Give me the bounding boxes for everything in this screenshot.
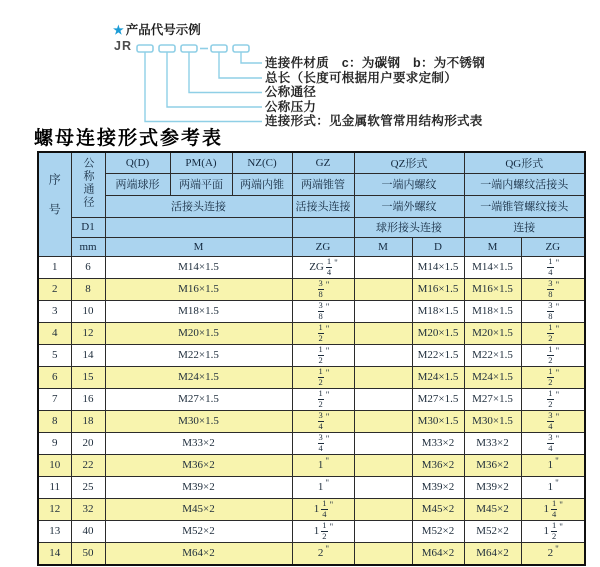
code-label: 连接件材质 c：为碳钢 b：为不锈钢 — [265, 56, 485, 70]
fraction: $\frac{1}{2}$ — [318, 388, 323, 409]
row-qg-zg: $\frac{1}{4}$ " — [521, 256, 585, 278]
row-seq: 11 — [38, 476, 71, 498]
header-qz-row3: 一端外螺纹 — [354, 195, 464, 217]
row-qz-m — [354, 432, 412, 454]
row-gz-zg: $\frac{3}{4}$ " — [292, 410, 354, 432]
table-row — [38, 520, 585, 542]
header-seq: 序号 — [38, 152, 71, 256]
row-m: M18×1.5 — [105, 300, 292, 322]
table-row — [38, 278, 585, 300]
fraction: $\frac{1}{4}$ — [552, 498, 557, 519]
row-qz-d: M30×1.5 — [412, 410, 464, 432]
leader-line — [189, 52, 262, 93]
code-label: 连接形式：见金属软管常用结构形式表 — [265, 114, 483, 129]
row-m: M22×1.5 — [105, 344, 292, 366]
row-qz-m — [354, 520, 412, 542]
table-row — [38, 498, 585, 520]
fraction: $\frac{3}{4}$ — [548, 410, 553, 431]
header-union-gz: 活接头连接 — [292, 195, 354, 217]
row-qz-m — [354, 410, 412, 432]
row-qz-d: M18×1.5 — [412, 300, 464, 322]
row-gz-zg: 1 $\frac{1}{4}$ " — [292, 498, 354, 520]
row-m: M14×1.5 — [105, 256, 292, 278]
table-body — [38, 256, 585, 565]
row-gz-zg: ZG $\frac{1}{4}$ " — [292, 256, 354, 278]
row-qg-zg: 1 $\frac{1}{2}$ " — [521, 520, 585, 542]
row-gz-zg: $\frac{1}{2}$ " — [292, 388, 354, 410]
table-row — [38, 388, 585, 410]
row-m: M64×2 — [105, 542, 292, 565]
row-dn: 6 — [71, 256, 105, 278]
row-dn: 18 — [71, 410, 105, 432]
fraction: $\frac{1}{4}$ — [548, 256, 553, 277]
row-qz-m — [354, 300, 412, 322]
row-qg-zg: $\frac{1}{2}$ " — [521, 388, 585, 410]
code-box — [211, 45, 227, 52]
row-m: M20×1.5 — [105, 322, 292, 344]
table-row — [38, 322, 585, 344]
row-gz-zg: $\frac{3}{8}$ " — [292, 300, 354, 322]
row-qz-d: M64×2 — [412, 542, 464, 565]
row-qz-m — [354, 498, 412, 520]
diagram-heading-text: 产品代号示例 — [125, 23, 201, 37]
header-col-qz: QZ形式 — [354, 152, 464, 173]
header-nz-desc: 两端内锥 — [232, 173, 292, 195]
table-row — [38, 454, 585, 476]
header-qz-row2: 一端内螺纹 — [354, 173, 464, 195]
row-gz-zg: $\frac{1}{2}$ " — [292, 366, 354, 388]
code-label-list — [265, 56, 485, 129]
row-dn: 20 — [71, 432, 105, 454]
header-q-desc: 两端球形 — [105, 173, 170, 195]
fraction: $\frac{1}{2}$ — [548, 344, 553, 365]
table-row — [38, 410, 585, 432]
table-row — [38, 300, 585, 322]
row-seq: 9 — [38, 432, 71, 454]
row-qz-m — [354, 322, 412, 344]
fraction: $\frac{1}{2}$ — [318, 366, 323, 387]
header-pm-desc: 两端平面 — [170, 173, 232, 195]
row-dn: 50 — [71, 542, 105, 565]
row-seq: 2 — [38, 278, 71, 300]
code-label: 公称通径 — [265, 85, 317, 100]
row-dn: 16 — [71, 388, 105, 410]
row-qz-m — [354, 256, 412, 278]
row-qg-zg: $\frac{3}{8}$ " — [521, 278, 585, 300]
row-qz-m — [354, 344, 412, 366]
row-qg-m: M39×2 — [464, 476, 521, 498]
row-seq: 14 — [38, 542, 71, 565]
fraction: $\frac{1}{2}$ — [552, 520, 557, 541]
row-qz-d: M36×2 — [412, 454, 464, 476]
row-qg-m: M18×1.5 — [464, 300, 521, 322]
header-qz-m: M — [354, 237, 412, 256]
row-dn: 8 — [71, 278, 105, 300]
star-icon: ★ — [113, 23, 124, 37]
row-seq: 7 — [38, 388, 71, 410]
row-seq: 13 — [38, 520, 71, 542]
row-gz-zg: 1 " — [292, 476, 354, 498]
fraction: $\frac{1}{2}$ — [548, 322, 553, 343]
row-qg-zg: 1 $\frac{1}{4}$ " — [521, 498, 585, 520]
row-seq: 12 — [38, 498, 71, 520]
row-qz-m — [354, 476, 412, 498]
leader-line — [167, 52, 262, 107]
row-dn: 10 — [71, 300, 105, 322]
row-dn: 32 — [71, 498, 105, 520]
row-qg-m: M22×1.5 — [464, 344, 521, 366]
row-qz-d: M24×1.5 — [412, 366, 464, 388]
fraction: $\frac{3}{4}$ — [548, 432, 553, 453]
row-gz-zg: 1 " — [292, 454, 354, 476]
fraction: $\frac{3}{4}$ — [318, 410, 323, 431]
fraction: $\frac{1}{4}$ — [326, 256, 332, 277]
code-box — [137, 45, 153, 52]
row-m: M24×1.5 — [105, 366, 292, 388]
table-header — [38, 152, 585, 256]
row-gz-zg: $\frac{1}{2}$ " — [292, 322, 354, 344]
diagram-heading — [113, 20, 201, 38]
row-qz-d: M20×1.5 — [412, 322, 464, 344]
row-m: M36×2 — [105, 454, 292, 476]
header-m-left: M — [105, 237, 292, 256]
row-qg-m: M30×1.5 — [464, 410, 521, 432]
row-qg-zg: $\frac{3}{4}$ " — [521, 410, 585, 432]
fraction: $\frac{3}{8}$ — [318, 278, 323, 299]
row-qz-d: M16×1.5 — [412, 278, 464, 300]
row-qz-d: M33×2 — [412, 432, 464, 454]
row-seq: 3 — [38, 300, 71, 322]
code-label: 总长（长度可根据用户要求定制） — [265, 70, 458, 85]
fraction: $\frac{1}{4}$ — [322, 498, 327, 519]
row-seq: 10 — [38, 454, 71, 476]
row-dn: 14 — [71, 344, 105, 366]
row-m: M30×1.5 — [105, 410, 292, 432]
row-qg-m: M20×1.5 — [464, 322, 521, 344]
row-m: M52×2 — [105, 520, 292, 542]
leader-line — [241, 52, 262, 63]
row-qz-d: M22×1.5 — [412, 344, 464, 366]
header-gz-desc: 两端锥管 — [292, 173, 354, 195]
row-seq: 8 — [38, 410, 71, 432]
header-gz-unit: ZG — [292, 237, 354, 256]
row-qz-d: M39×2 — [412, 476, 464, 498]
row-gz-zg: 2 " — [292, 542, 354, 565]
code-box — [159, 45, 175, 52]
row-qg-zg: 2 " — [521, 542, 585, 565]
row-qg-m: M16×1.5 — [464, 278, 521, 300]
table-row — [38, 432, 585, 454]
nut-connection-table — [37, 151, 586, 566]
row-qg-m: M24×1.5 — [464, 366, 521, 388]
row-qg-m: M45×2 — [464, 498, 521, 520]
code-prefix: JR — [114, 39, 132, 53]
fraction: $\frac{3}{4}$ — [318, 432, 323, 453]
row-m: M16×1.5 — [105, 278, 292, 300]
row-dn: 22 — [71, 454, 105, 476]
row-qg-m: M64×2 — [464, 542, 521, 565]
row-qz-d: M14×1.5 — [412, 256, 464, 278]
row-qz-m — [354, 542, 412, 565]
row-qg-zg: $\frac{3}{8}$ " — [521, 300, 585, 322]
row-dn: 15 — [71, 366, 105, 388]
table-row — [38, 344, 585, 366]
row-gz-zg: $\frac{1}{2}$ " — [292, 344, 354, 366]
row-dn: 12 — [71, 322, 105, 344]
fraction: $\frac{3}{8}$ — [318, 300, 323, 321]
header-qg-zg: ZG — [521, 237, 585, 256]
table-row — [38, 542, 585, 565]
row-seq: 1 — [38, 256, 71, 278]
header-qg-row3: 一端锥管螺纹接头 — [464, 195, 585, 217]
row-m: M39×2 — [105, 476, 292, 498]
header-col-pm: PM(A) — [170, 152, 232, 173]
table-row — [38, 256, 585, 278]
header-qg-row2: 一端内螺纹活接头 — [464, 173, 585, 195]
header-d1: D1 — [71, 217, 105, 237]
header-unit-mm: mm — [71, 237, 105, 256]
fraction: $\frac{1}{2}$ — [548, 366, 553, 387]
row-qz-d: M27×1.5 — [412, 388, 464, 410]
row-qz-d: M45×2 — [412, 498, 464, 520]
code-label: 公称压力 — [265, 99, 317, 114]
code-box — [181, 45, 197, 52]
row-m: M27×1.5 — [105, 388, 292, 410]
row-qg-m: M36×2 — [464, 454, 521, 476]
row-qz-m — [354, 454, 412, 476]
header-union-left: 活接头连接 — [105, 195, 292, 217]
header-qz-d: D — [412, 237, 464, 256]
header-col-q: Q(D) — [105, 152, 170, 173]
row-m: M45×2 — [105, 498, 292, 520]
row-qg-zg: 1 " — [521, 476, 585, 498]
header-blank-gz — [292, 217, 354, 237]
row-dn: 40 — [71, 520, 105, 542]
row-qz-m — [354, 366, 412, 388]
row-qg-m: M14×1.5 — [464, 256, 521, 278]
header-qz-row4: 球形接头连接 — [354, 217, 464, 237]
row-qg-m: M52×2 — [464, 520, 521, 542]
header-dn: 公称通径 — [71, 152, 105, 217]
table-title: 螺母连接形式参考表 — [34, 128, 224, 149]
row-qg-m: M27×1.5 — [464, 388, 521, 410]
row-qg-zg: $\frac{3}{4}$ " — [521, 432, 585, 454]
fraction: $\frac{3}{8}$ — [548, 300, 553, 321]
fraction: $\frac{1}{2}$ — [548, 388, 553, 409]
fraction: $\frac{1}{2}$ — [322, 520, 327, 541]
table-row — [38, 366, 585, 388]
header-qg-row4: 连接 — [464, 217, 585, 237]
row-m: M33×2 — [105, 432, 292, 454]
fraction: $\frac{1}{2}$ — [318, 344, 323, 365]
row-qg-zg: $\frac{1}{2}$ " — [521, 344, 585, 366]
row-gz-zg: $\frac{3}{4}$ " — [292, 432, 354, 454]
header-col-qg: QG形式 — [464, 152, 585, 173]
header-col-gz: GZ — [292, 152, 354, 173]
header-blank-left — [105, 217, 292, 237]
row-qg-zg: $\frac{1}{2}$ " — [521, 322, 585, 344]
row-seq: 6 — [38, 366, 71, 388]
row-qz-m — [354, 388, 412, 410]
row-gz-zg: 1 $\frac{1}{2}$ " — [292, 520, 354, 542]
table-row — [38, 476, 585, 498]
row-qg-zg: $\frac{1}{2}$ " — [521, 366, 585, 388]
row-gz-zg: $\frac{3}{8}$ " — [292, 278, 354, 300]
code-box — [233, 45, 249, 52]
fraction: $\frac{1}{2}$ — [318, 322, 323, 343]
row-qg-zg: 1 " — [521, 454, 585, 476]
row-dn: 25 — [71, 476, 105, 498]
row-qz-d: M52×2 — [412, 520, 464, 542]
row-qg-m: M33×2 — [464, 432, 521, 454]
row-seq: 4 — [38, 322, 71, 344]
row-seq: 5 — [38, 344, 71, 366]
row-qz-m — [354, 278, 412, 300]
header-qg-m: M — [464, 237, 521, 256]
fraction: $\frac{3}{8}$ — [548, 278, 553, 299]
header-col-nz: NZ(C) — [232, 152, 292, 173]
